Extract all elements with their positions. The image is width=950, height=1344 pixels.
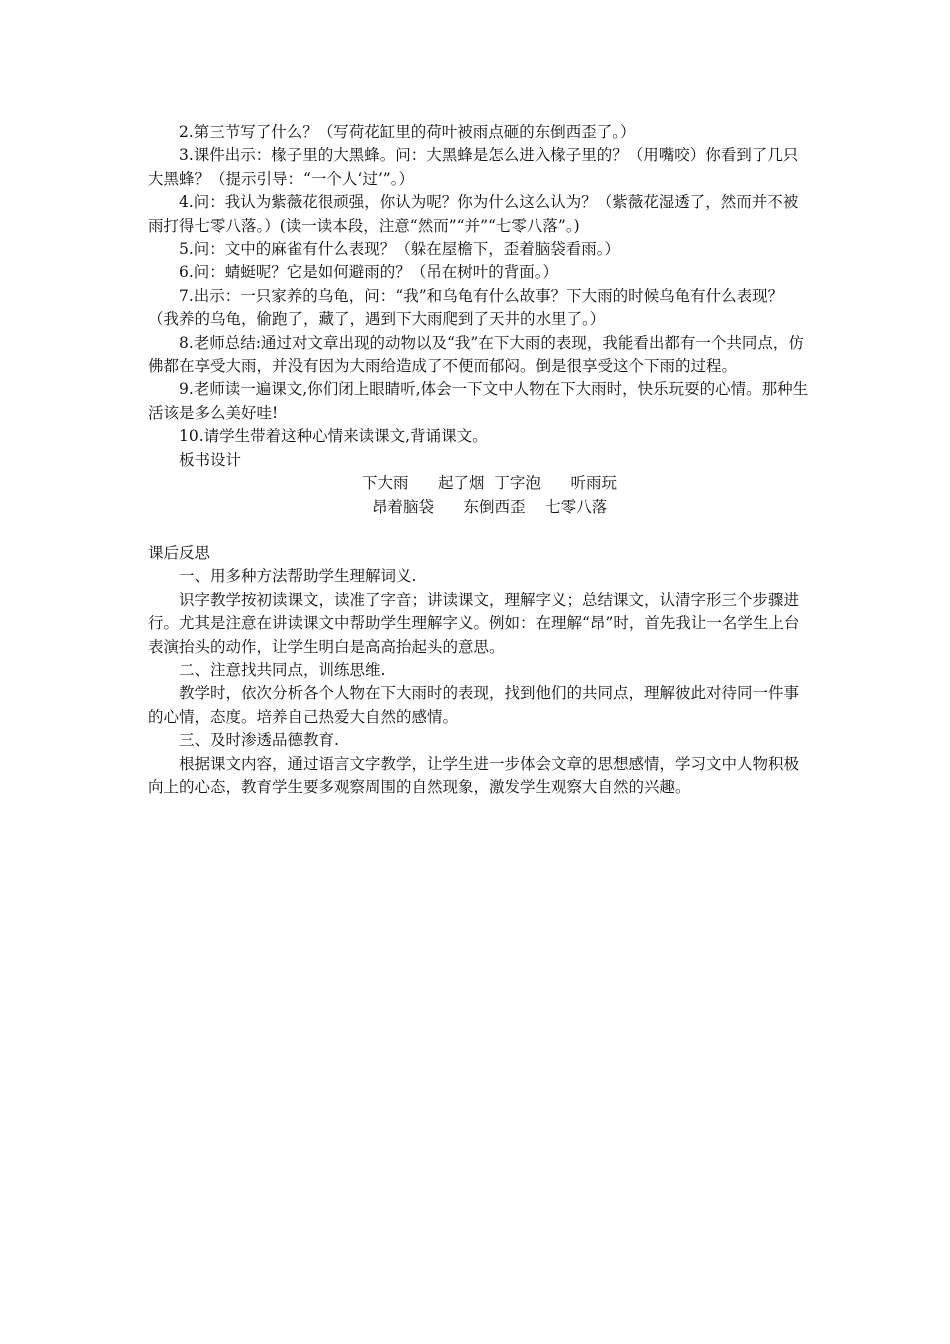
reflection-point-1-body: 识字教学按初读课文，读准了字音；讲读课文，理解字义；总结课文，认清字形三个步骤进行。尤其是注意在讲读课文中帮助学生理解字义。例如：在理解“昂”时，首先我让一名学生上台表演抬头的动作，让学生明白是高高抬起头的意思。: [148, 590, 800, 656]
lesson-step-10: 10.请学生带着这种心情来读课文,背诵课文。: [179, 427, 488, 446]
reflection-point-2-title: 二、注意找共同点，训练思维.: [179, 660, 386, 679]
document-page: [148, 121, 810, 799]
reflection-point-3-title: 三、及时渗透品德教育.: [179, 731, 339, 750]
reflection-point-1-title: 一、用多种方法帮助学生理解词义.: [179, 567, 417, 586]
lesson-step-3: 3.课件出示：椽子里的大黑蜂。问：大黑蜂是怎么进入椽子里的？（用嘴咬）你看到了几只大黑蜂？（提示引导：“一个人‘过’”。）: [148, 146, 799, 188]
reflection-heading: 课后反思: [148, 543, 211, 562]
lesson-step-4: 4.问：我认为紫薇花很顽强，你认为呢？你为什么这么认为？（紫薇花湿透了，然而并不被雨打得七零八落。）(读一读本段，注意“然而”“并”“七零八落”。): [148, 193, 799, 235]
section-gap: [148, 519, 810, 542]
lesson-step-6: 6.问：蜻蜓呢？它是如何避雨的？（吊在树叶的背面。）: [179, 263, 559, 282]
board-design-row-1: 下大雨 起了烟 丁字泡 听雨玩: [362, 474, 617, 493]
board-design-row-2: 昂着脑袋 东倒西歪 七零八落: [372, 497, 608, 516]
reflection-point-3-body: 根据课文内容，通过语言文字教学，让学生进一步体会文章的思想感情，学习文中人物积极向上的心态，教育学生要多观察周围的自然现象，激发学生观察大自然的兴趣。: [148, 754, 800, 796]
lesson-step-9: 9.老师读一遍课文,你们闭上眼睛听,体会一下文中人物在下大雨时，快乐玩耍的心情。那种生活该是多么美好哇!: [148, 380, 809, 422]
lesson-step-2: 2.第三节写了什么？（写荷花缸里的荷叶被雨点砸的东倒西歪了。）: [179, 123, 636, 141]
lesson-step-8: 8.老师总结:通过对文章出现的动物以及“我”在下大雨的表现，我能看出都有一个共同点，仿佛都在享受大雨，并没有因为大雨给造成了不便而郁闷。倒是很享受这个下雨的过程。: [148, 333, 804, 376]
board-design-heading: 板书设计: [179, 450, 242, 469]
board-design: [148, 472, 810, 519]
lesson-step-7: 7.出示：一只家养的乌龟，问：“我”和乌龟有什么故事？下大雨的时候乌龟有什么表现？（我养的乌龟，偷跑了，藏了，遇到下大雨爬到了天井的水里了。）: [148, 286, 784, 329]
reflection-point-2-body: 教学时，依次分析各个人物在下大雨时的表现，找到他们的共同点，理解彼此对待同一件事的心情，态度。培养自己热爱大自然的感情。: [148, 684, 800, 726]
lesson-step-5: 5.问：文中的麻雀有什么表现？（躲在屋檐下，歪着脑袋看雨。）: [179, 240, 621, 259]
